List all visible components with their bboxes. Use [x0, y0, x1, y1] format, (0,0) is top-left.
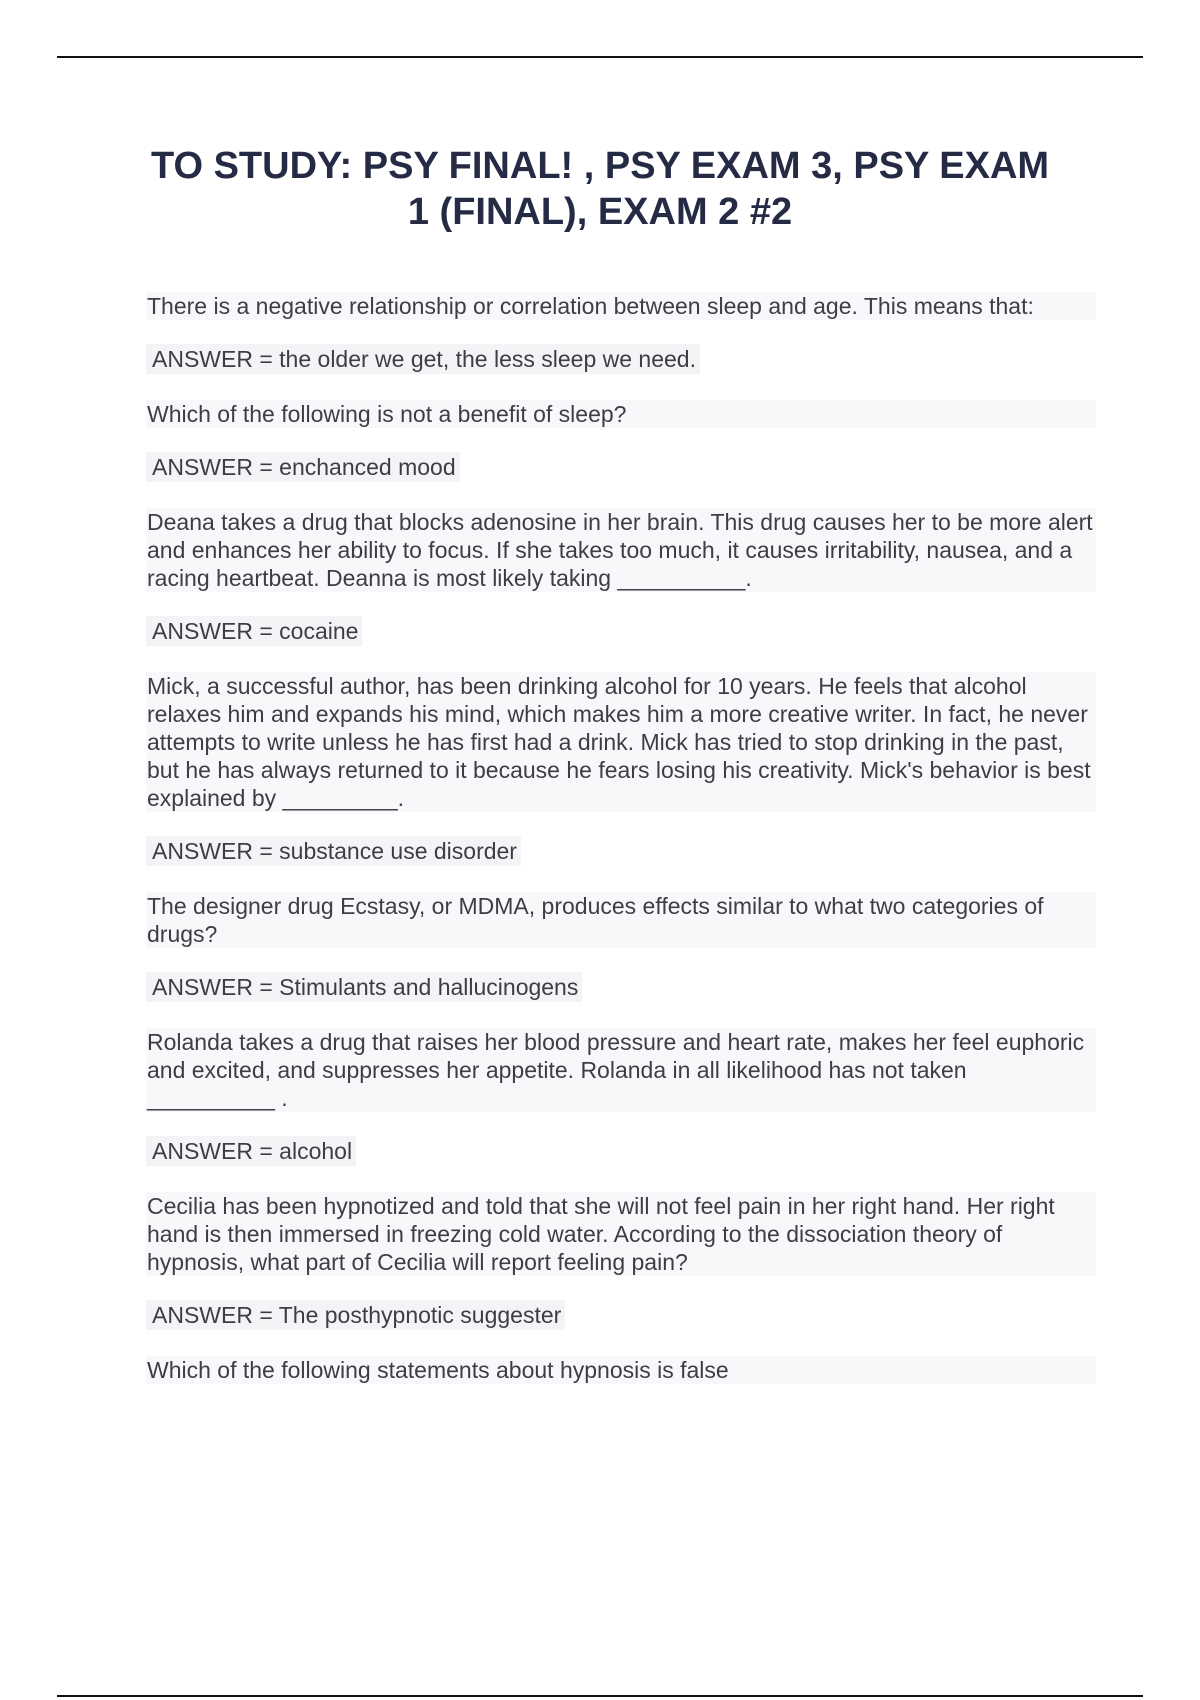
question-text: Deana takes a drug that blocks adenosine in her brain. This drug causes her to be more alert and enhances her ability to focus. If she takes too much, it causes irritability, nausea, and a racing heartbeat. Deanna is most likely taking __________.	[146, 508, 1096, 592]
answer-text: ANSWER = alcohol	[146, 1136, 356, 1166]
qa-item	[146, 672, 1096, 866]
answer-text: ANSWER = The posthypnotic suggester	[146, 1300, 565, 1330]
answer-text: ANSWER = the older we get, the less sleep we need.	[146, 344, 700, 374]
qa-item	[146, 400, 1096, 482]
qa-item	[146, 292, 1096, 374]
qa-item	[146, 508, 1096, 646]
answer-text: ANSWER = enchanced mood	[146, 452, 460, 482]
qa-item	[146, 892, 1096, 1002]
question-text: Which of the following statements about hypnosis is false	[146, 1356, 1096, 1384]
answer-text: ANSWER = substance use disorder	[146, 836, 521, 866]
answer-text: ANSWER = Stimulants and hallucinogens	[146, 972, 582, 1002]
question-text: The designer drug Ecstasy, or MDMA, produces effects similar to what two categories of drugs?	[146, 892, 1096, 948]
answer-text: ANSWER = cocaine	[146, 616, 362, 646]
qa-item	[146, 1028, 1096, 1166]
top-rule	[57, 56, 1143, 58]
qa-item	[146, 1356, 1096, 1384]
question-text: There is a negative relationship or correlation between sleep and age. This means that:	[146, 292, 1096, 320]
question-text: Rolanda takes a drug that raises her blood pressure and heart rate, makes her feel euphoric and excited, and suppresses her appetite. Rolanda in all likelihood has not taken __________ .	[146, 1028, 1096, 1112]
qa-list	[146, 292, 1096, 1410]
question-text: Cecilia has been hypnotized and told that she will not feel pain in her right hand. Her right hand is then immersed in freezing cold water. According to the dissociation theory of hypnosis, what part of Cecilia will report feeling pain?	[146, 1192, 1096, 1276]
question-text: Mick, a successful author, has been drinking alcohol for 10 years. He feels that alcohol relaxes him and expands his mind, which makes him a more creative writer. In fact, he never attempts to write unless he has first had a drink. Mick has tried to stop drinking in the past, but he has always returned to it because he fears losing his creativity. Mick's behavior is best explained by _________.	[146, 672, 1096, 812]
document-title: TO STUDY: PSY FINAL! , PSY EXAM 3, PSY EXAM 1 (FINAL), EXAM 2 #2	[150, 145, 1050, 233]
question-text: Which of the following is not a benefit of sleep?	[146, 400, 1096, 428]
bottom-rule	[57, 1695, 1143, 1697]
qa-item	[146, 1192, 1096, 1330]
